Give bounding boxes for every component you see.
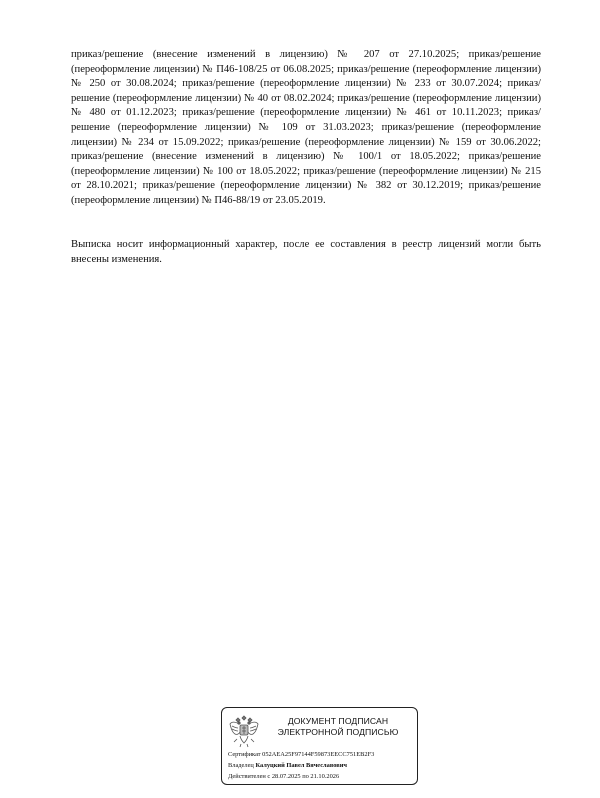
owner-label: Владелец [228, 762, 254, 769]
stamp-title-line-1: ДОКУМЕНТ ПОДПИСАН [287, 716, 389, 726]
disclaimer-paragraph: Выписка носит информационный характер, после ее составления в реестр лицензий могли быть внесены изменения. [71, 239, 541, 265]
stamp-title-line-2: ЭЛЕКТРОННОЙ ПОДПИСЬЮ [277, 727, 399, 737]
owner-line [228, 762, 414, 770]
validity-line: Действителен с 28.07.2025 по 21.10.2026 [228, 773, 340, 780]
certificate-label: Сертификат [228, 751, 261, 758]
license-orders-paragraph: приказ/решение (внесение изменений в лицензию) № 207 от 27.10.2025; приказ/решение (переоформление лицензии) № П46-108/25 от 06.08.2025; приказ/решение (переоформление лицензии) № 250 от 30.08.2024; приказ/решение (переоформление лицензии) № 233 от 30.07.2024; приказ/решение (переоформление лицензии) № 40 от 08.02.2024; приказ/решение (переоформление лицензии) № 480 от 01.12.2023; приказ/решение (переоформление лицензии) № 461 от 10.11.2023; приказ/решение (переоформление лицензии) № 109 от 31.03.2023; приказ/решение (переоформление лицензии) № 234 от 15.09.2022; приказ/решение (переоформление лицензии) № 159 от 30.06.2022; приказ/решение (внесение изменений в лицензию) № 100/1 от 18.05.2022; приказ/решение (переоформление лицензии) № 100 от 18.05.2022; приказ/решение (переоформление лицензии) № 215 от 28.10.2021; приказ/решение (переоформление лицензии) № 382 от 30.12.2019; приказ/решение (переоформление лицензии) № П46-88/19 от 23.05.2019. [71, 49, 541, 206]
certificate-value: 052AEA25F97144F59873EECC751EB2F3 [262, 751, 375, 758]
owner-value: Калуцкий Павел Вячеславович [255, 762, 348, 769]
certificate-line [228, 751, 414, 759]
electronic-signature-stamp [221, 707, 418, 785]
stamp-title [264, 716, 412, 738]
russian-coat-of-arms-icon [228, 712, 260, 748]
